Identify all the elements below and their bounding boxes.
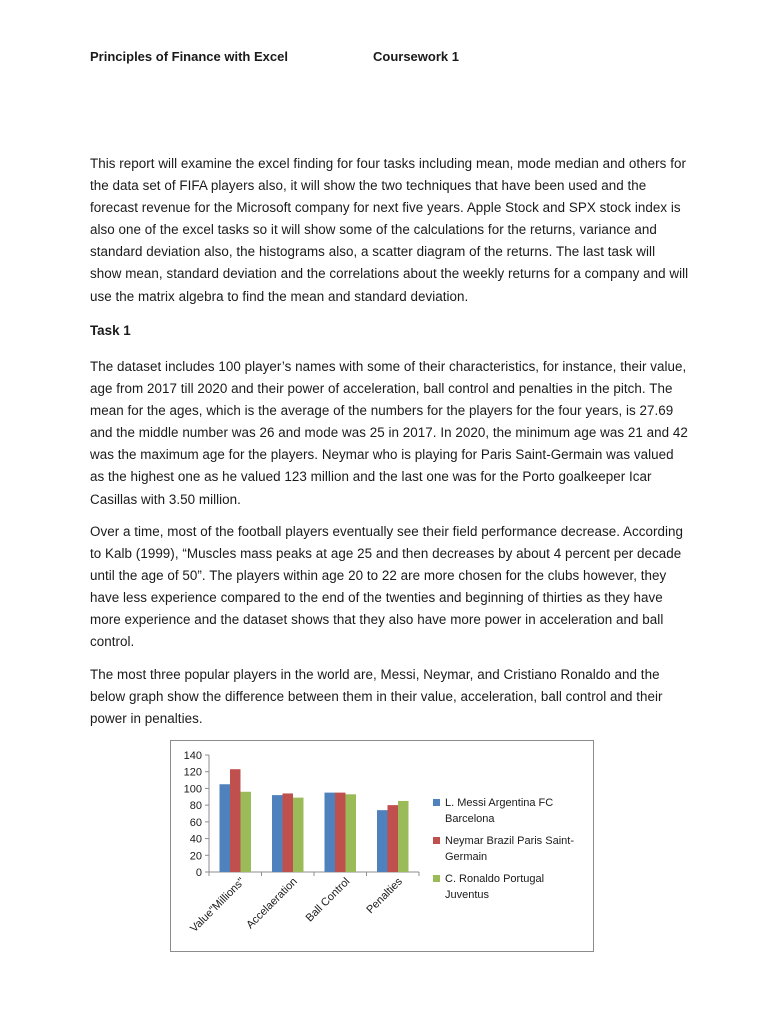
bar-2-3 bbox=[335, 793, 346, 872]
y-tick-label: 20 bbox=[189, 850, 202, 863]
x-category-label: Ball Control bbox=[303, 875, 353, 925]
performance-paragraph: Over a time, most of the football players eventually see their field performance decrease. According to Kalb (1999), “Muscles mass peaks at age 25 and then decreases by about 4 percent per decade until the age of 50”. The players within age 20 to 22 are more chosen for the clubs however, they have less experience compared to the end of the twenties and beginning of thirties as they have more experience and the dataset shows that they also have more power in acceleration and ball control. bbox=[90, 524, 683, 650]
bar-1-2 bbox=[272, 795, 283, 872]
y-tick-label: 80 bbox=[189, 800, 202, 813]
y-tick-label: 40 bbox=[189, 833, 202, 846]
task-1-heading: Task 1 bbox=[90, 323, 131, 338]
legend-label: Neymar Brazil Paris Saint-Germain bbox=[445, 835, 574, 863]
legend-label: L. Messi Argentina FC Barcelona bbox=[445, 797, 554, 825]
legend-item-3 bbox=[433, 871, 585, 903]
y-tick-label: 100 bbox=[183, 783, 202, 796]
bar-3-4 bbox=[398, 801, 409, 872]
bar-2-1 bbox=[230, 769, 241, 872]
bar-3-3 bbox=[346, 794, 357, 872]
legend-swatch bbox=[433, 837, 440, 844]
bar-1-1 bbox=[220, 784, 231, 872]
coursework-label: Coursework 1 bbox=[373, 49, 459, 64]
legend-swatch bbox=[433, 799, 440, 806]
bar-1-4 bbox=[377, 810, 388, 872]
bar-1-3 bbox=[325, 793, 336, 872]
intro-paragraph: This report will examine the excel finding for four tasks including mean, mode median and others for the data set of FIFA players also, it will show the two techniques that have been used and the forecast revenue for the Microsoft company for next five years. Apple Stock and SPX stock index is also one of the excel tasks so it will show some of the calculations for the returns, variance and standard deviation also, the histograms also, a scatter diagram of the returns. The last task will show mean, standard deviation and the correlations about the weekly returns for a company and will use the matrix algebra to find the mean and standard deviation. bbox=[90, 156, 689, 304]
x-category-label: Accelaeration bbox=[244, 875, 300, 932]
legend-label: C. Ronaldo Portugal Juventus bbox=[445, 873, 545, 901]
y-tick-label: 140 bbox=[183, 750, 202, 762]
y-tick-label: 60 bbox=[189, 816, 202, 829]
x-category-label: Penalties bbox=[364, 875, 405, 917]
bar-3-2 bbox=[293, 798, 304, 872]
chart-legend bbox=[433, 795, 585, 909]
bar-2-2 bbox=[283, 793, 294, 872]
dataset-paragraph: The dataset includes 100 player’s names with some of their characteristics, for instance, their value, age from 2017 till 2020 and their power of acceleration, ball control and penalties in the pitch. The mean for the ages, which is the average of the numbers for the players for the four years, is 27.69 and the middle number was 26 and mode was 25 in 2017. In 2020, the minimum age was 21 and 42 was the maximum age for the players. Neymar who is playing for Paris Saint-Germain was valued as the highest one as he valued 123 million and the last one was for the Porto goalkeeper Icar Casillas with 3.50 million. bbox=[90, 359, 688, 507]
legend-item-2 bbox=[433, 833, 585, 865]
y-tick-label: 120 bbox=[183, 766, 202, 779]
legend-item-1 bbox=[433, 795, 585, 827]
popular-players-paragraph: The most three popular players in the world are, Messi, Neymar, and Cristiano Ronaldo and the below graph show the difference between them in their value, acceleration, ball control and their power in penalties. bbox=[90, 667, 663, 727]
players-bar-chart bbox=[170, 740, 594, 952]
bar-2-4 bbox=[388, 805, 399, 872]
course-title: Principles of Finance with Excel bbox=[90, 49, 288, 64]
x-category-label: Value"Millions" bbox=[188, 875, 248, 935]
document-header bbox=[90, 49, 459, 64]
legend-swatch bbox=[433, 875, 440, 882]
y-tick-label: 0 bbox=[195, 867, 202, 879]
bar-3-1 bbox=[241, 792, 252, 872]
